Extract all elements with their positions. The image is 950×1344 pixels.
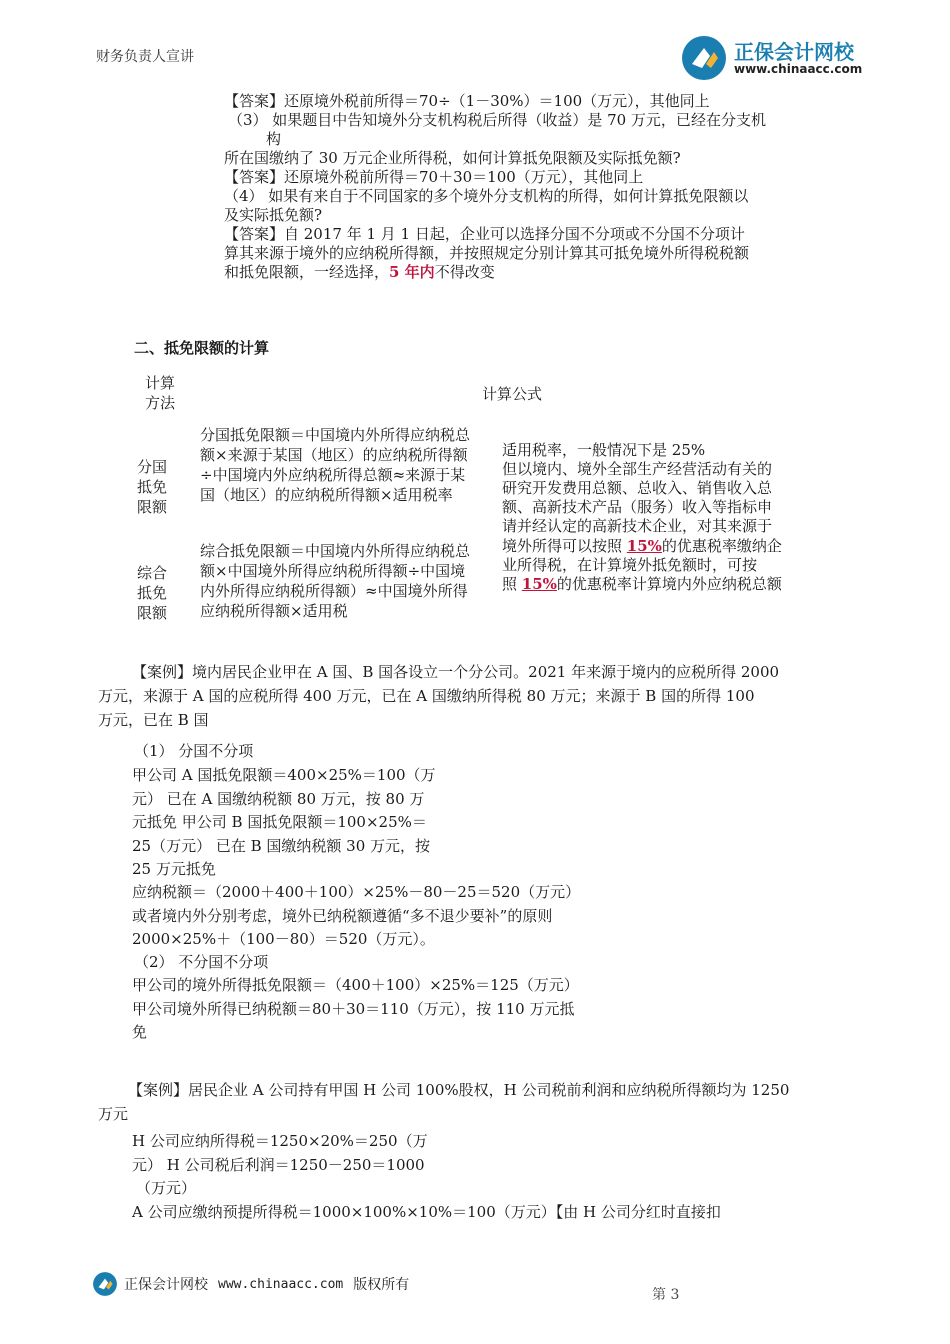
sol1-line-6: 25 万元抵免 — [132, 860, 216, 878]
note-line-2: 但以境内、境外全部生产经营活动有关的 — [502, 460, 773, 478]
sol2-line-4: A 公司应缴纳预提所得税＝1000×100%×10%＝100（万元）【由 H 公司分红时直接扣 — [132, 1203, 721, 1221]
answer-line-3b: 算其来源于境外的应纳税所得额，并按照规定分别计算其可抵免境外所得税税额 — [224, 244, 750, 262]
sol1-line-3: 元） 已在 A 国缴纳税额 80 万元，按 80 万 — [132, 790, 425, 808]
question-3-line-c: 所在国缴纳了 30 万元企业所得税，如何计算抵免限额及实际抵免额? — [224, 149, 681, 167]
note-line-6 — [502, 536, 782, 556]
note-line-7: 业所得税，在计算境外抵免额时，可按 — [502, 556, 758, 574]
sol1-line-7: 应纳税额＝（2000＋400＋100）×25%－80－25＝520（万元） — [132, 883, 581, 901]
page-number: 第 3 — [652, 1287, 680, 1303]
sol1-line-10: （2） 不分国不分项 — [134, 953, 269, 971]
sol1-line-12: 甲公司境外所得已纳税额＝80＋30＝110（万元），按 110 万元抵 — [132, 1000, 575, 1018]
case1-line-1: 【案例】境内居民企业甲在 A 国、B 国各设立一个分公司。2021 年来源于境内的应税所得 2000 — [132, 663, 780, 681]
note-text: 境外所得可以按照 — [502, 537, 627, 555]
footer-rights: 版权所有 — [353, 1277, 410, 1293]
table-header-method: 计算方法 — [144, 374, 175, 412]
row-name-comprehensive: 综合抵免限额 — [137, 564, 168, 622]
sol1-line-4: 元抵免 甲公司 B 国抵免限额＝100×25%＝ — [132, 813, 427, 831]
sol1-line-11: 甲公司的境外所得抵免限额＝（400＋100）×25%＝125（万元） — [132, 976, 579, 994]
note-line-3: 研究开发费用总额、总收入、销售收入总 — [502, 479, 773, 497]
case2-line-1: 【案例】居民企业 A 公司持有甲国 H 公司 100%股权，H 公司税前利润和应纳税所得额均为 1250 — [128, 1081, 790, 1099]
note-text-end: 的优惠税率计算境内外应纳税总额 — [556, 575, 782, 593]
case1-line-3: 万元，已在 B 国 — [98, 711, 209, 729]
question-4-line-a: （4） 如果有来自于不同国家的多个境外分支机构的所得，如何计算抵免限额以 — [224, 187, 749, 205]
sol1-line-5: 25（万元） 已在 B 国缴纳税额 30 万元，按 — [132, 837, 431, 855]
highlight-5-years: 5 年内 — [389, 263, 435, 281]
header-cut-text: 财务负责人宣讲 — [96, 49, 194, 65]
sol2-line-3: （万元） — [136, 1179, 197, 1197]
footer-logo-icon — [92, 1271, 118, 1297]
note-line-5: 请并经认定的高新技术企业，对其来源于 — [502, 517, 773, 535]
answer-line-3a: 【答案】自 2017 年 1 月 1 日起，企业可以选择分国不分项或不分国不分项计 — [224, 225, 745, 243]
note-line-8 — [502, 574, 782, 594]
case2-line-2: 万元 — [98, 1105, 129, 1123]
sol2-line-1: H 公司应纳所得税＝1250×20%＝250（万 — [132, 1132, 428, 1150]
answer-line-1: 【答案】还原境外税前所得＝70÷（1－30%）＝100（万元），其他同上 — [224, 92, 710, 110]
sol2-line-2: 元） H 公司税后利润＝1250－250＝1000 — [132, 1156, 425, 1174]
answer-line-2: 【答案】还原境外税前所得＝70＋30＝100（万元），其他同上 — [224, 168, 644, 186]
highlight-15-percent: 15% — [521, 575, 557, 593]
sol1-line-13: 免 — [132, 1023, 148, 1041]
case1-line-2: 万元，来源于 A 国的应税所得 400 万元，已在 A 国缴纳所得税 80 万元；来源于 B 国的所得 100 — [98, 687, 755, 705]
note-line-1: 适用税率，一般情况下是 25% — [502, 441, 706, 459]
sol1-line-9: 2000×25%＋（100－80）＝520（万元）。 — [132, 930, 435, 948]
note-text-end: 的优惠税率缴纳企 — [661, 537, 782, 555]
note-text: 照 — [502, 575, 522, 593]
sol1-line-1: （1） 分国不分项 — [134, 742, 254, 760]
question-3-line-a: （3） 如果题目中告知境外分支机构税后所得（收益）是 70 万元，已经在分支机 — [228, 111, 766, 129]
note-line-4: 额、高新技术产品（服务）收入等指标申 — [502, 498, 773, 516]
footer-brand: 正保会计网校 — [124, 1277, 208, 1293]
section-title: 二、抵免限额的计算 — [134, 339, 270, 357]
row-formula-per-country: 分国抵免限额＝中国境内外所得应纳税总额×来源于某国（地区）的应纳税所得额÷中国境内外应纳税所得总额≈来源于某国（地区）的应纳税所得额×适用税率 — [200, 426, 471, 504]
answer-text: 和抵免限额，一经选择， — [224, 263, 390, 281]
highlight-15-percent: 15% — [626, 537, 662, 555]
table-header-formula: 计算公式 — [482, 385, 543, 403]
row-name-per-country: 分国抵免限额 — [137, 458, 168, 516]
answer-line-3c — [224, 262, 495, 281]
brand-logo[interactable] — [680, 28, 870, 88]
brand-logo-icon — [680, 34, 728, 82]
sol1-line-8: 或者境内外分别考虑，境外已纳税额遵循“多不退少要补”的原则 — [132, 907, 553, 925]
brand-name: 正保会计网校 — [734, 40, 854, 64]
footer-url[interactable]: www.chinaacc.com — [218, 1276, 344, 1292]
answer-text-end: 不得改变 — [434, 263, 495, 281]
brand-url: www.chinaacc.com — [734, 62, 863, 76]
question-4-line-b: 及实际抵免额? — [224, 206, 323, 224]
question-3-line-b: 构 — [266, 130, 282, 148]
sol1-line-2: 甲公司 A 国抵免限额＝400×25%＝100（万 — [132, 766, 436, 784]
footer — [92, 1270, 409, 1298]
row-formula-comprehensive: 综合抵免限额＝中国境内外所得应纳税总额×中国境外所得应纳税所得额÷中国境内外所得应纳税所得额）≈中国境外所得应纳税所得额×适用税 — [200, 542, 471, 620]
